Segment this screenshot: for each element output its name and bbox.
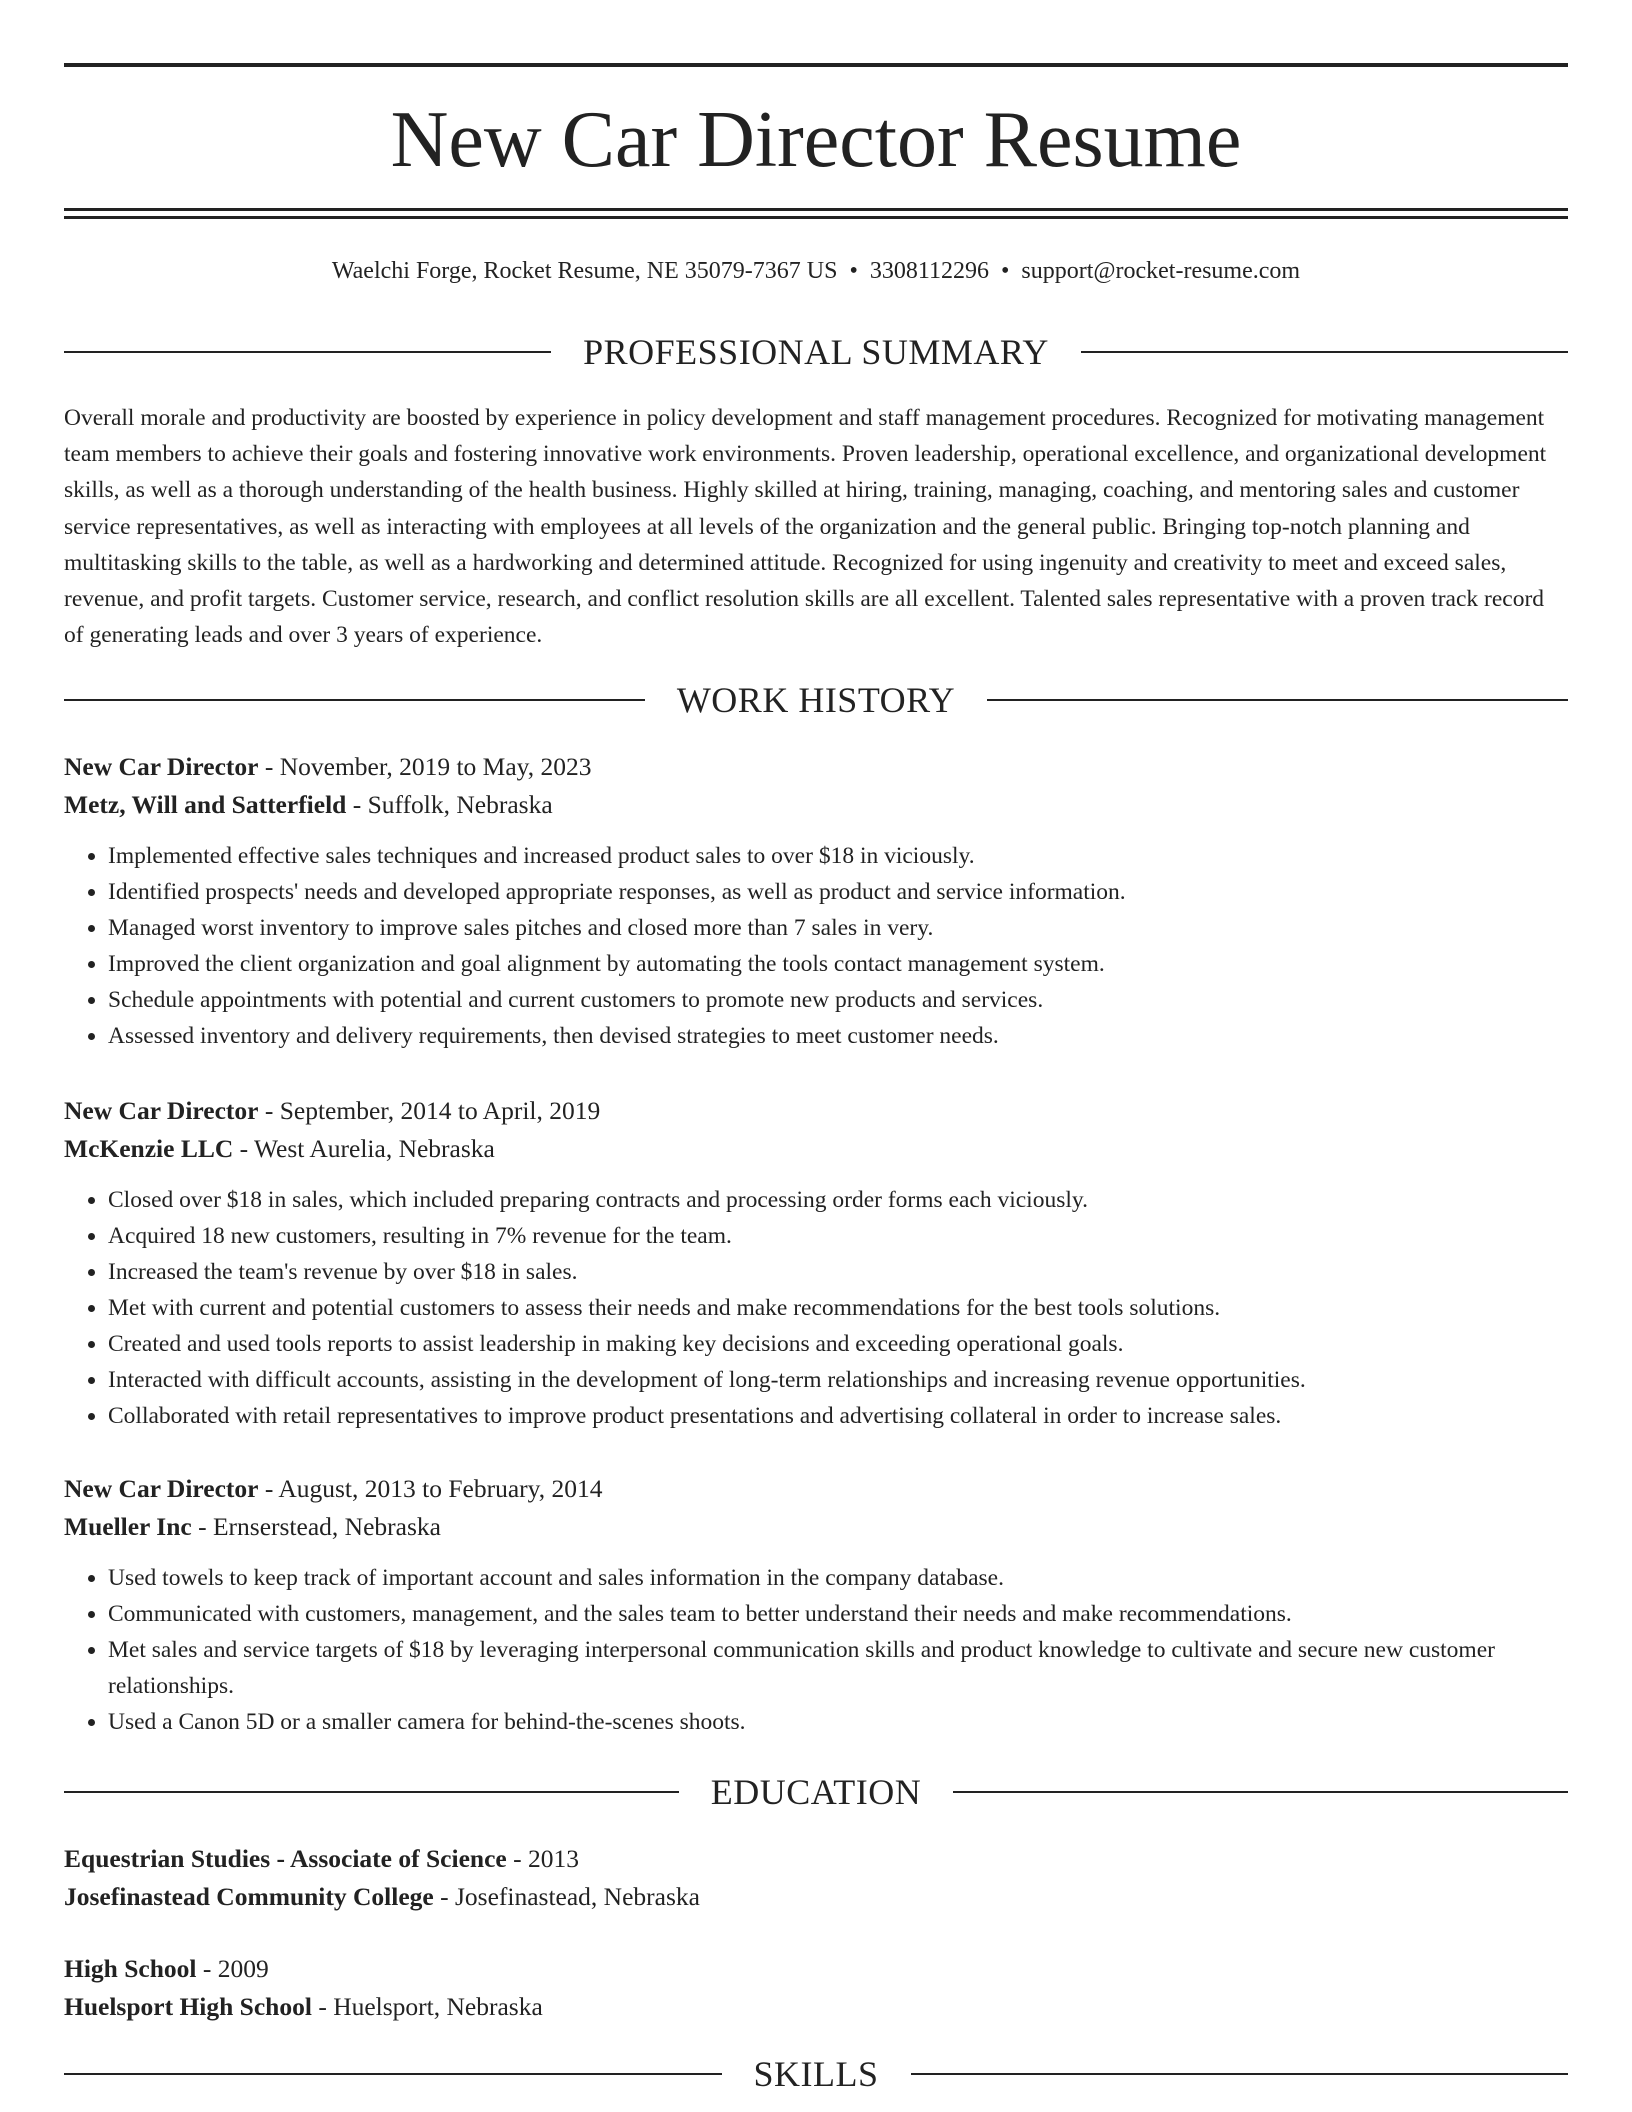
education-degree: High School [64, 1954, 197, 1983]
work-section-heading [64, 678, 1568, 722]
job-entry [64, 1470, 1568, 1740]
job-title-line [64, 748, 1568, 786]
job-bullets [64, 838, 1568, 1054]
job-company: Metz, Will and Satterfield [64, 790, 347, 819]
job-location: - Suffolk, Nebraska [346, 790, 553, 819]
job-bullet: • Improved the client organization and goal alignment by automating the tools contact management system. [108, 946, 1568, 982]
job-bullet: • Acquired 18 new customers, resulting in 7% revenue for the team. [108, 1218, 1568, 1254]
job-company-line [64, 786, 1568, 824]
job-bullet: • Used towels to keep track of important account and sales information in the company database. [108, 1560, 1568, 1596]
education-school-line [64, 1878, 1568, 1916]
job-company: Mueller Inc [64, 1512, 192, 1541]
heading-rule-left [64, 699, 645, 701]
job-location: - Ernserstead, Nebraska [191, 1512, 441, 1541]
education-location: - Josefinastead, Nebraska [433, 1882, 700, 1911]
education-degree-line [64, 1950, 1568, 1988]
job-bullet: • Schedule appointments with potential and current customers to promote new products and services. [108, 982, 1568, 1018]
job-title: New Car Director [64, 752, 259, 781]
job-bullet: • Collaborated with retail representatives to improve product presentations and advertising collateral in order to increase sales. [108, 1398, 1568, 1434]
job-bullet: • Managed worst inventory to improve sales pitches and closed more than 7 sales in very. [108, 910, 1568, 946]
job-bullet: • Implemented effective sales techniques and increased product sales to over $18 in viciously. [108, 838, 1568, 874]
education-location: - Huelsport, Nebraska [311, 1992, 543, 2021]
job-bullet: • Increased the team's revenue by over $18 in sales. [108, 1254, 1568, 1290]
job-bullet: • Identified prospects' needs and developed appropriate responses, as well as product and service information. [108, 874, 1568, 910]
job-company-line [64, 1130, 1568, 1168]
professional-summary: Overall morale and productivity are boosted by experience in policy development and staff management procedures. Recognized for motivating management team members to achieve their goals and fostering innovative work environments. Proven leadership, operational excellence, and organizational development skills, as well as a thorough understanding of the health business. Highly skilled at hiring, training, managing, coaching, and mentoring sales and customer service representatives, as well as interacting with employees at all levels of the organization and the general public. Bringing top-notch planning and multitasking skills to the table, as well as a hardworking and determined attitude. Recognized for using ingenuity and creativity to meet and exceed sales, revenue, and profit targets. Customer service, research, and conflict resolution skills are all excellent. Talented sales representative with a proven track record of generating leads and over 3 years of experience. [64, 405, 1547, 649]
heading-rule-left [64, 2073, 722, 2075]
education-section-heading [64, 1770, 1568, 1814]
contact-email: support@rocket-resume.com [1021, 258, 1301, 284]
contact-address: Waelchi Forge, Rocket Resume, NE 35079-7367 US [331, 258, 838, 284]
education-entry [64, 1950, 1568, 2026]
summary-heading-label: PROFESSIONAL SUMMARY [583, 332, 1049, 372]
job-company: McKenzie LLC [64, 1134, 234, 1163]
top-rule [64, 63, 1568, 67]
contact-line [64, 253, 1568, 289]
title-rule-upper [64, 208, 1568, 211]
heading-rule-right [987, 699, 1568, 701]
heading-rule-right [1081, 351, 1568, 353]
contact-separator: • [849, 258, 858, 284]
job-bullet: • Assessed inventory and delivery requirements, then devised strategies to meet customer needs. [108, 1018, 1568, 1054]
contact-separator: • [1000, 258, 1010, 284]
job-dates: - September, 2014 to April, 2019 [258, 1096, 601, 1125]
education-heading-label: EDUCATION [710, 1772, 922, 1812]
job-bullet: • Communicated with customers, management, and the sales team to better understand their needs and make recommendations. [108, 1596, 1568, 1632]
job-entry [64, 748, 1568, 1054]
job-bullets [64, 1560, 1568, 1740]
education-year: - 2013 [506, 1844, 579, 1873]
title-rule-lower [64, 216, 1568, 219]
heading-rule-left [64, 351, 551, 353]
heading-rule-right [953, 1791, 1568, 1793]
job-title: New Car Director [64, 1096, 259, 1125]
summary-section-heading [64, 330, 1568, 374]
education-year: - 2009 [196, 1954, 269, 1983]
education-school-line [64, 1988, 1568, 2026]
job-title: New Car Director [64, 1474, 259, 1503]
work-heading-label: WORK HISTORY [676, 680, 956, 720]
job-title-line [64, 1092, 1568, 1130]
job-entry [64, 1092, 1568, 1434]
job-bullet: • Interacted with difficult accounts, assisting in the development of long-term relationships and increasing revenue opportunities. [108, 1362, 1568, 1398]
education-school: Josefinastead Community College [64, 1882, 434, 1911]
job-bullet: • Met sales and service targets of $18 by leveraging interpersonal communication skills and product knowledge to cultivate and secure new customer relationships. [108, 1632, 1568, 1704]
job-dates: - August, 2013 to February, 2014 [258, 1474, 603, 1503]
education-degree: Equestrian Studies - Associate of Science [64, 1844, 507, 1873]
job-bullet: • Closed over $18 in sales, which included preparing contracts and processing order forms each viciously. [108, 1182, 1568, 1218]
job-company-line [64, 1508, 1568, 1546]
contact-phone: 3308112296 [869, 258, 989, 284]
job-title-line [64, 1470, 1568, 1508]
job-bullet: • Created and used tools reports to assist leadership in making key decisions and exceeding operational goals. [108, 1326, 1568, 1362]
job-dates: - November, 2019 to May, 2023 [258, 752, 592, 781]
education-entry [64, 1840, 1568, 1916]
skills-heading-label: SKILLS [753, 2054, 879, 2094]
resume-title: New Car Director Resume [390, 96, 1242, 184]
skills-section-heading [64, 2052, 1568, 2096]
job-bullets [64, 1182, 1568, 1434]
job-bullet: • Met with current and potential customers to assess their needs and make recommendations for the best tools solutions. [108, 1290, 1568, 1326]
heading-rule-left [64, 1791, 679, 1793]
education-school: Huelsport High School [64, 1992, 312, 2021]
education-degree-line [64, 1840, 1568, 1878]
job-location: - West Aurelia, Nebraska [233, 1134, 495, 1163]
heading-rule-right [911, 2073, 1569, 2075]
job-bullet: • Used a Canon 5D or a smaller camera for behind-the-scenes shoots. [108, 1704, 1568, 1740]
